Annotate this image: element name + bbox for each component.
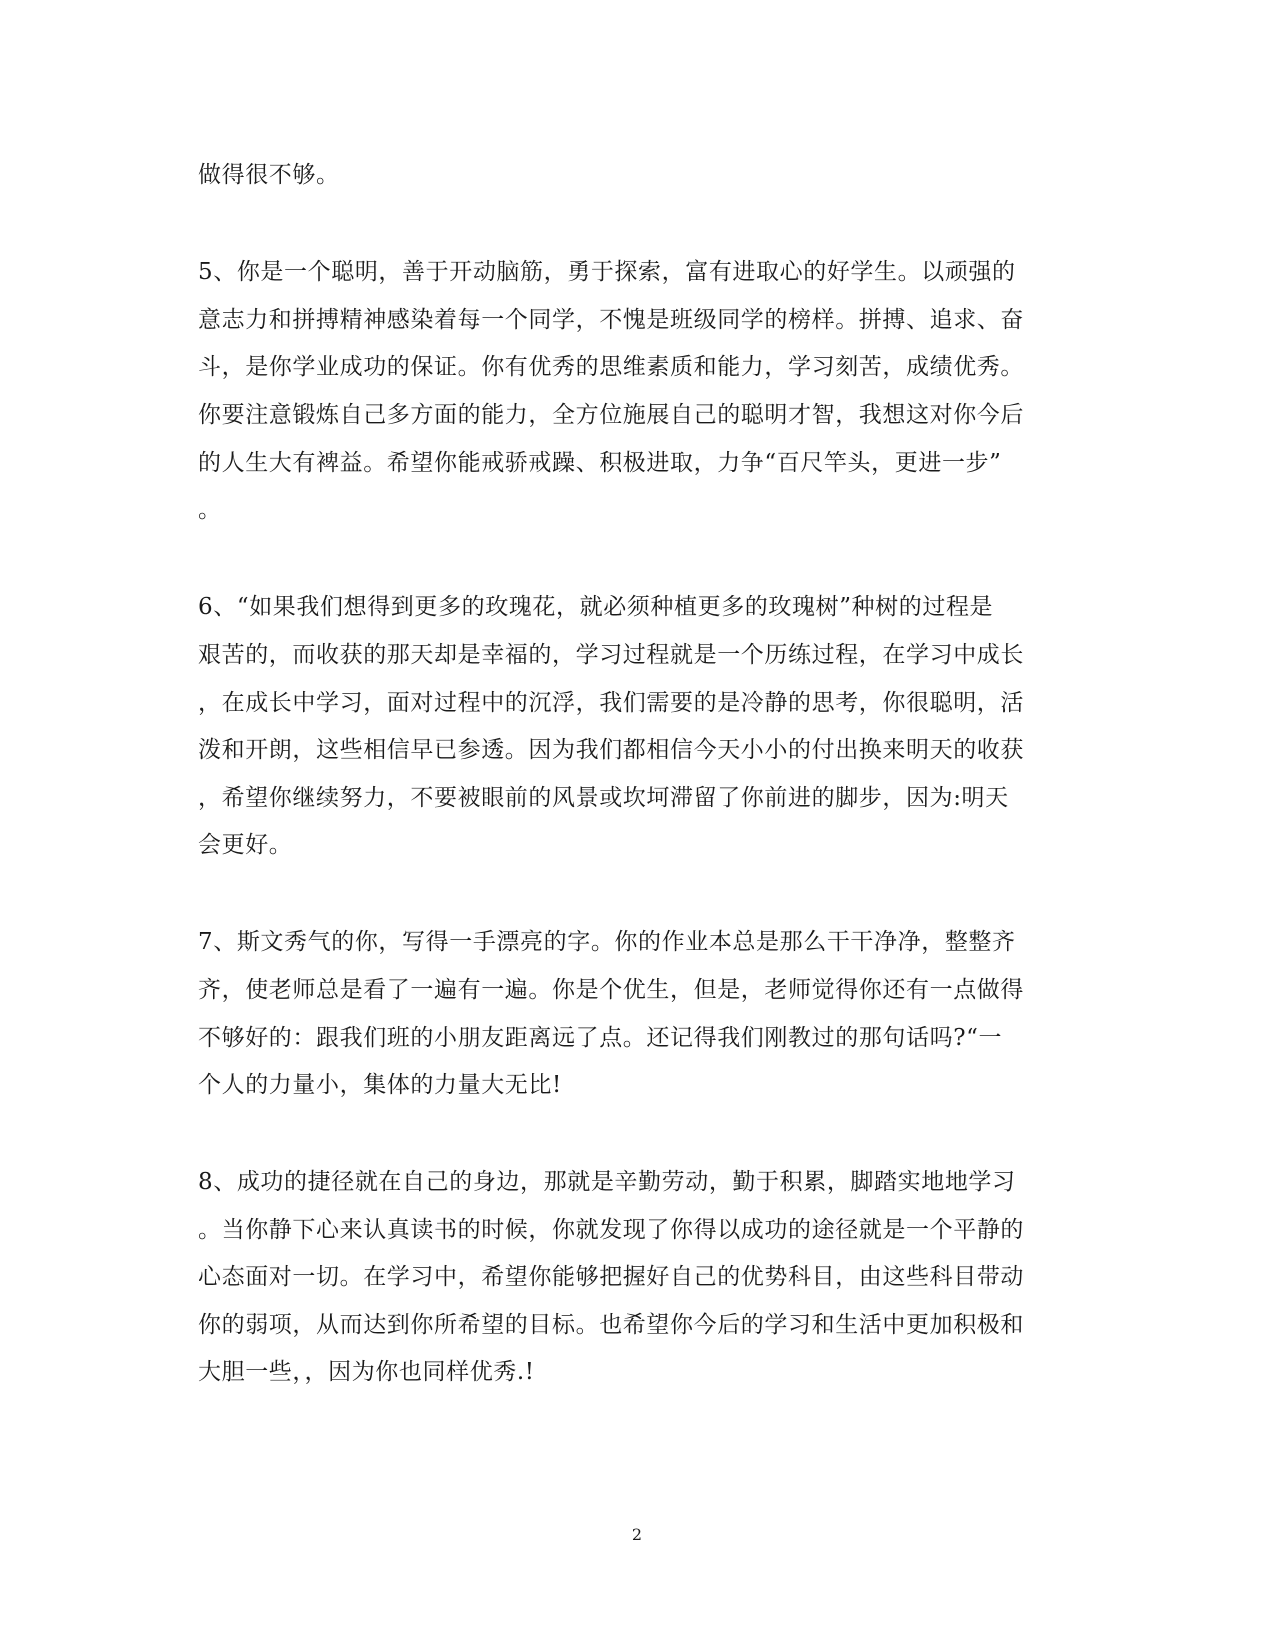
text-line: 泼和开朗，这些相信早已参透。因为我们都相信今天小小的付出换来明天的收获: [198, 737, 1024, 763]
text-line: 心态面对一切。在学习中，希望你能够把握好自己的优势科目，由这些科目带动: [198, 1264, 1024, 1290]
text-line: 。: [198, 497, 222, 523]
text-line: 的人生大有裨益。希望你能戒骄戒躁、积极进取，力争“百尺竿头，更进一步”: [198, 450, 1002, 476]
text-line: 做得很不够。: [198, 162, 340, 188]
text-line: 艰苦的，而收获的那天却是幸福的，学习过程就是一个历练过程，在学习中成长: [198, 642, 1024, 668]
text-line: 个人的力量小，集体的力量大无比!: [198, 1072, 562, 1098]
text-line: 你要注意锻炼自己多方面的能力，全方位施展自己的聪明才智，我想这对你今后: [198, 402, 1024, 428]
text-line: ，在成长中学习，面对过程中的沉浮，我们需要的是冷静的思考，你很聪明，活: [198, 690, 1024, 716]
text-line: 。当你静下心来认真读书的时候，你就发现了你得以成功的途径就是一个平静的: [198, 1217, 1024, 1243]
text-line: 意志力和拼搏精神感染着每一个同学，不愧是班级同学的榜样。拼搏、追求、奋: [198, 307, 1024, 333]
text-line: 会更好。: [198, 832, 293, 858]
text-line: 不够好的：跟我们班的小朋友距离远了点。还记得我们刚教过的那句话吗?“一: [198, 1025, 1003, 1051]
text-line: 5、你是一个聪明，善于开动脑筋，勇于探索，富有进取心的好学生。以顽强的: [198, 259, 1016, 285]
text-line: 8、成功的捷径就在自己的身边，那就是辛勤劳动，勤于积累，脚踏实地地学习: [198, 1169, 1016, 1195]
text-line: 齐，使老师总是看了一遍有一遍。你是个优生，但是，老师觉得你还有一点做得: [198, 977, 1024, 1003]
text-line: 你的弱项，从而达到你所希望的目标。也希望你今后的学习和生活中更加积极和: [198, 1312, 1024, 1338]
text-line: 大胆一些，，因为你也同样优秀.!: [198, 1359, 535, 1385]
text-line: 斗，是你学业成功的保证。你有优秀的思维素质和能力，学习刻苦，成绩优秀。: [198, 354, 1024, 380]
text-line: 7、斯文秀气的你，写得一手漂亮的字。你的作业本总是那么干干净净，整整齐: [198, 929, 1016, 955]
text-line: 6、“如果我们想得到更多的玫瑰花，就必须种植更多的玫瑰树”种树的过程是: [198, 594, 994, 620]
page-number: 2: [631, 1525, 643, 1544]
text-line: ，希望你继续努力，不要被眼前的风景或坎坷滞留了你前进的脚步，因为:明天: [198, 785, 1009, 811]
